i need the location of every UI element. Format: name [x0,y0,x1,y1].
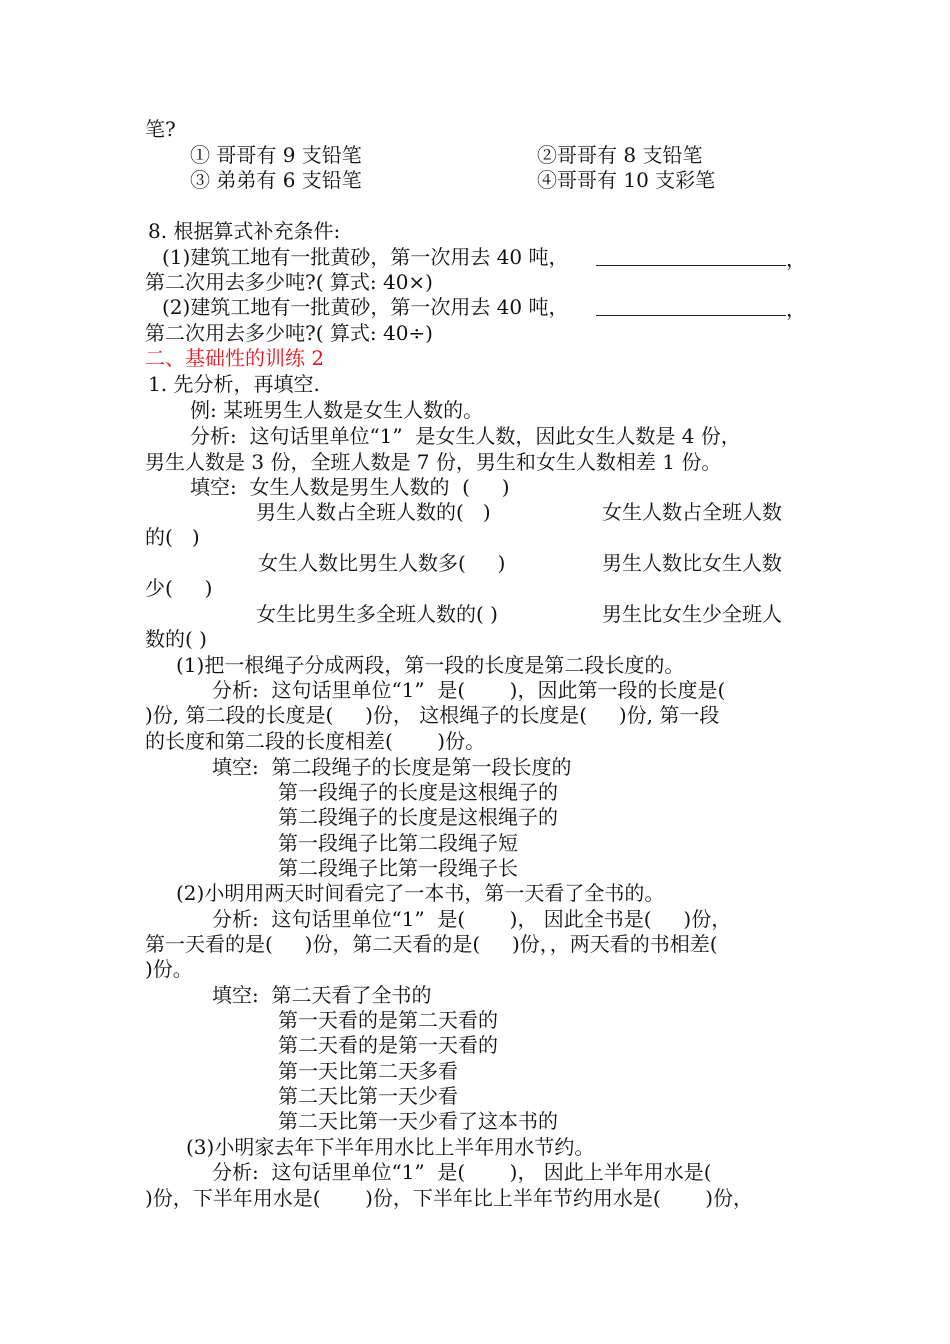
option-2: ②哥哥有 8 支铅笔 [537,143,703,167]
answer-blank-line[interactable] [596,245,806,272]
text-line: 分析: 这句话里单位“1” 是( )， 因此全书是( )份， [212,907,732,931]
text-line: 分析: 这句话里单位“1” 是( )，因此第一段的长度是( [212,678,726,702]
subquestion-title: (1)把一根绳子分成两段，第一段的长度是第二段长度的。 [176,653,685,677]
fill-line: 的( ) [145,525,200,549]
fill-line: 第二天看的是第一天看的 [278,1033,498,1057]
fill-line: 第一天比第二天多看 [278,1059,458,1083]
fill-line: 第二天比第一天少看了这本书的 [278,1109,558,1133]
text-line: 分析: 这句话里单位“1” 是女生人数，因此女生人数是 4 份， [190,424,741,448]
text-line: 第二次用去多少吨?( 算式: 40÷) [145,321,433,345]
text-line: ， [786,247,806,271]
fill-line: 填空: 女生人数是男生人数的 ( ) [190,475,510,499]
answer-blank-line[interactable] [596,295,806,322]
fill-line: 填空: 第二段绳子的长度是第一段长度的 [212,755,572,779]
question-title: 1. 先分析，再填空. [148,372,320,396]
option-1: ① 哥哥有 9 支铅笔 [190,143,362,167]
fill-line: 数的( ) [145,627,207,651]
question-title: 8. 根据算式补充条件: [148,219,341,243]
text-line: )份，下半年用水是( )份，下半年比上半年节约用水是( )份， [145,1186,754,1210]
option-3: ③ 弟弟有 6 支铅笔 [190,168,362,192]
fill-line: 第一天看的是第二天看的 [278,1008,498,1032]
subquestion-title: (3)小明家去年下半年用水比上半年用水节约。 [186,1135,595,1159]
text-line: (1)建筑工地有一批黄砂，第一次用去 40 吨， [162,245,569,269]
subquestion-title: (2)小明用两天时间看完了一本书，第一天看了全书的。 [176,881,665,905]
text-line: )份。 [145,957,193,981]
fill-line: 填空: 第二天看了全书的 [212,983,432,1007]
text-line: 分析: 这句话里单位“1” 是( )， 因此上半年用水是( [212,1160,712,1184]
fill-line: 第一段绳子比第二段绳子短 [278,831,518,855]
fill-line: 男生比女生少全班人 [602,602,782,626]
text-line: ， [786,297,806,321]
fill-line: 第二段绳子比第一段绳子长 [278,856,518,880]
fill-line: 男生人数占全班人数的( ) [256,500,491,524]
text-line: )份, 第二段的长度是( )份， 这根绳子的长度是( )份, 第一段 [145,703,720,727]
option-4: ④哥哥有 10 支彩笔 [537,168,716,192]
text-line: 第一天看的是( )份，第二天看的是( )份，，两天看的书相差( [145,932,718,956]
section-heading: 二、基础性的训练 2 [145,346,325,370]
fill-line: 女生比男生多全班人数的( ) [256,602,498,626]
fill-line: 女生人数比男生人数多( ) [258,551,506,575]
text-line: 的长度和第二段的长度相差( )份。 [145,729,486,753]
text-line: 笔? [145,117,176,141]
text-line: 男生人数是 3 份，全班人数是 7 份，男生和女生人数相差 1 份。 [145,450,722,474]
example-line: 例: 某班男生人数是女生人数的。 [190,398,484,422]
fill-line: 第二天比第一天少看 [278,1084,458,1108]
fill-line: 男生人数比女生人数 [602,551,782,575]
fill-line: 女生人数占全班人数 [602,500,782,524]
text-line: 第二次用去多少吨?( 算式: 40×) [145,270,433,294]
fill-line: 第一段绳子的长度是这根绳子的 [278,780,558,804]
fill-line: 第二段绳子的长度是这根绳子的 [278,805,558,829]
text-line: (2)建筑工地有一批黄砂，第一次用去 40 吨， [162,295,569,319]
fill-line: 少( ) [145,576,213,600]
